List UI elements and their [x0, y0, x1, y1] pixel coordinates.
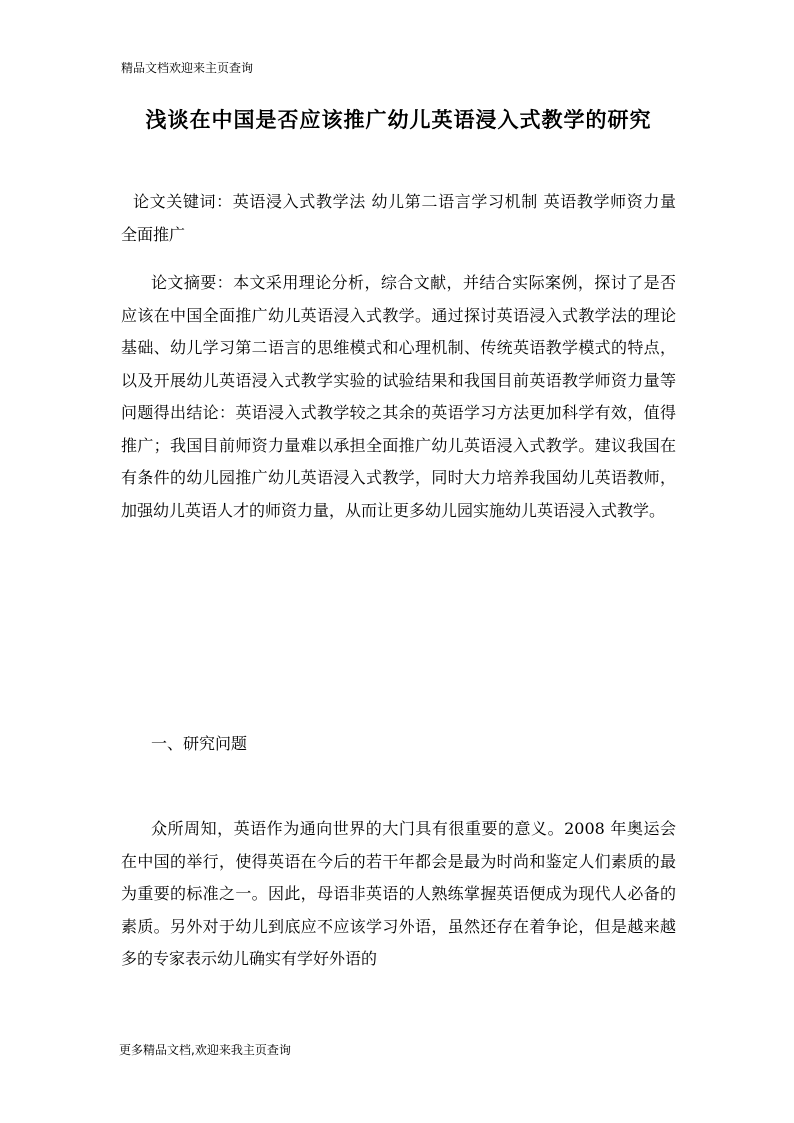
section-heading: 一、研究问题: [151, 734, 248, 753]
keywords-paragraph: 论文关键词：英语浸入式教学法 幼儿第二语言学习机制 英语教学师资力量 全面推广: [121, 192, 676, 244]
footer-note: 更多精品文档,欢迎来我主页查询: [119, 1043, 291, 1057]
abstract-paragraph: 论文摘要：本文采用理论分析，综合文献，并结合实际案例，探讨了是否应该在中国全面推广幼儿英语浸入式教学。通过探讨英语浸入式教学法的理论基础、幼儿学习第二语言的思维模式和心理机制、传统英语教学模式的特点，以及开展幼儿英语浸入式教学实验的试验结果和我国目前英语教学师资力量等问题得出结论：英语浸入式教学较之其余的英语学习方法更加科学有效，值得推广；我国目前师资力量难以承担全面推广幼儿英语浸入式教学。建议我国在有条件的幼儿园推广幼儿英语浸入式教学，同时大力培养我国幼儿英语教师，加强幼儿英语人才的师资力量，从而让更多幼儿园实施幼儿英语浸入式教学。: [121, 273, 676, 520]
body-paragraph: 众所周知，英语作为通向世界的大门具有很重要的意义。2008 年奥运会在中国的举行，使得英语在今后的若干年都会是最为时尚和鉴定人们素质的最为重要的标准之一。因此，母语非英语的人熟练掌握英语便成为现代人必备的素质。另外对于幼儿到底应不应该学习外语，虽然还存在着争论，但是越来越多的专家表示幼儿确实有学好外语的: [121, 819, 676, 968]
header-note: 精品文档欢迎来主页查询: [121, 61, 254, 75]
document-title: 浅谈在中国是否应该推广幼儿英语浸入式教学的研究: [145, 107, 652, 132]
